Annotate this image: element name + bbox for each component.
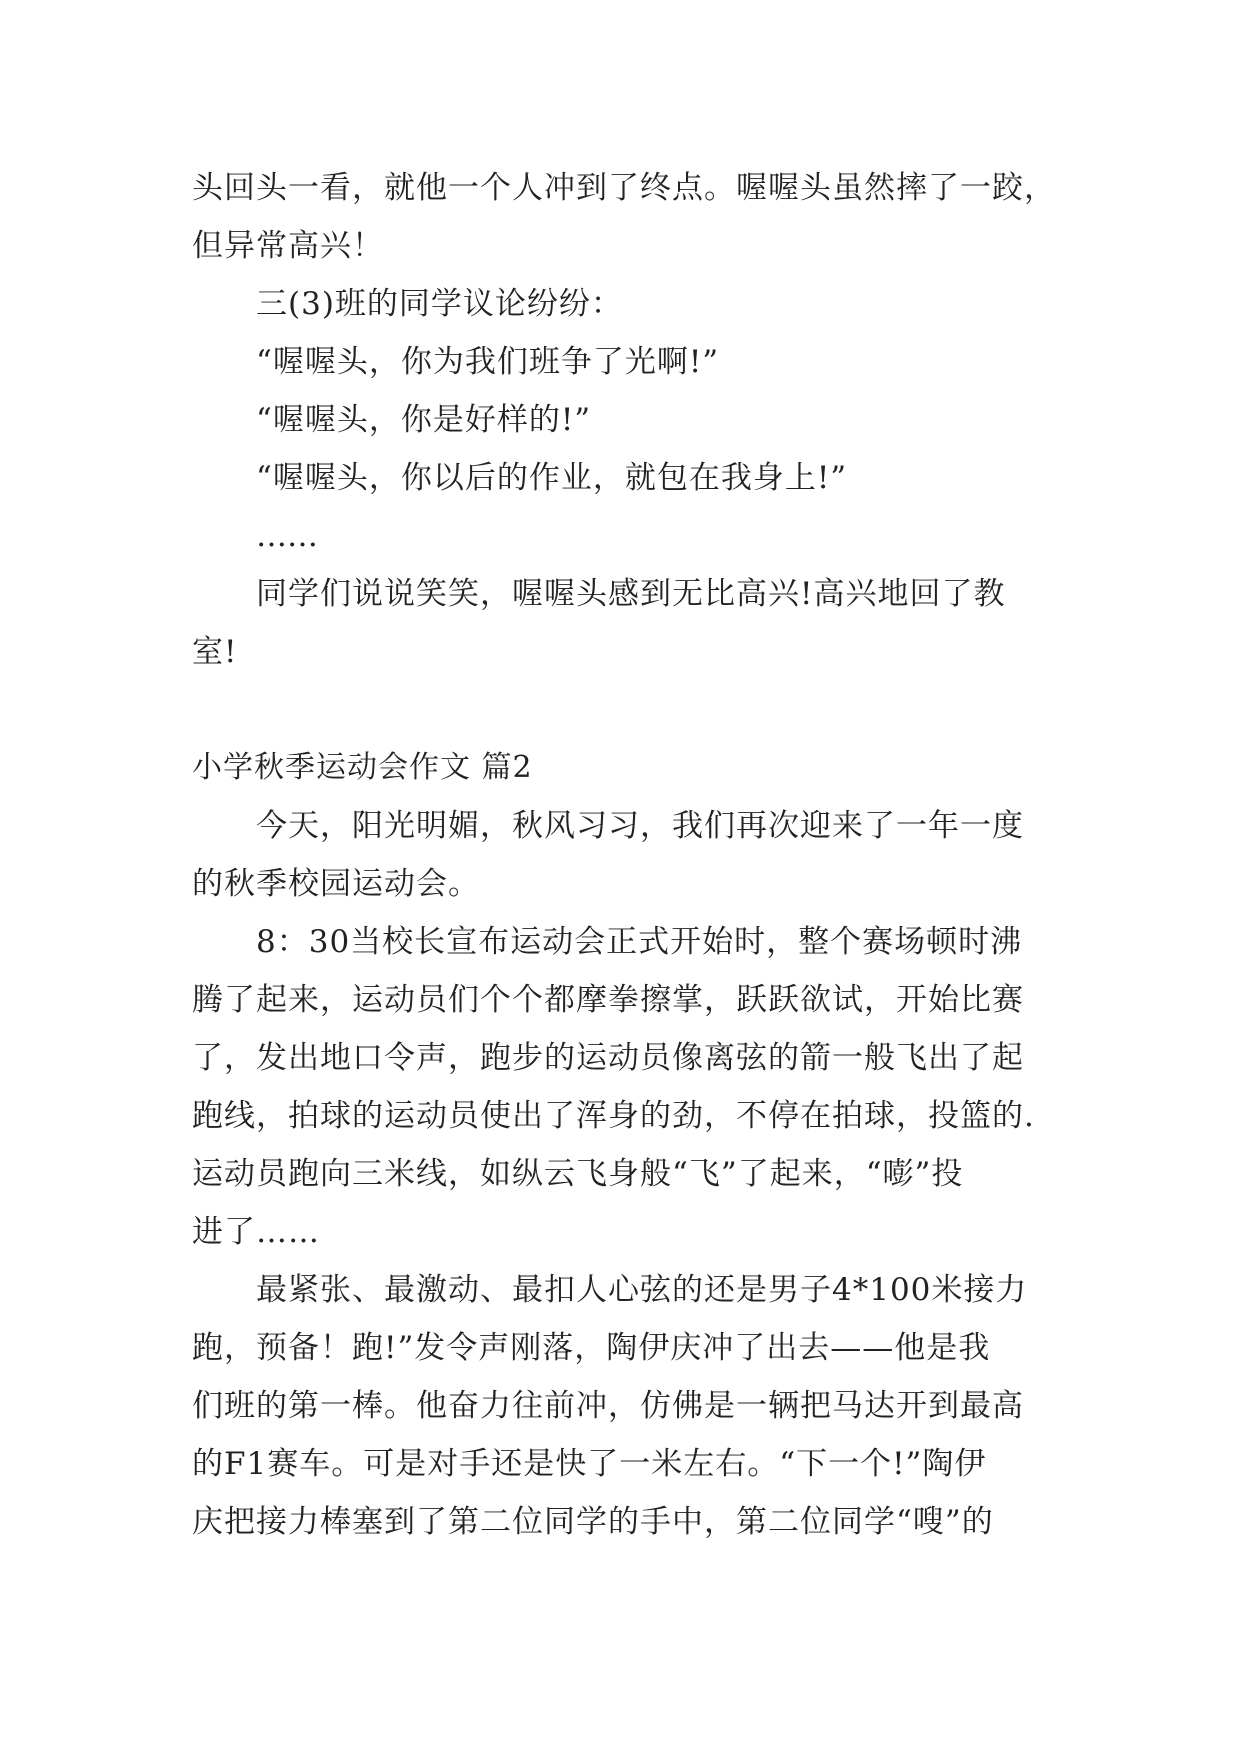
paragraph-line: 的F1赛车。可是对手还是快了一米左右。“下一个!”陶伊: [192, 1446, 987, 1482]
quote-line: “喔喔头，你是好样的!”: [256, 402, 592, 438]
paragraph-line: 了，发出地口令声，跑步的运动员像离弦的箭一般飞出了起: [192, 1040, 1024, 1076]
paragraph-line: 室!: [192, 634, 238, 670]
paragraph-line: 同学们说说笑笑，喔喔头感到无比高兴!高兴地回了教: [256, 576, 1006, 612]
paragraph-line: 头回头一看，就他一个人冲到了终点。喔喔头虽然摔了一跤，: [192, 170, 1056, 206]
paragraph-line: 今天，阳光明媚，秋风习习，我们再次迎来了一年一度: [256, 808, 1024, 844]
section-heading: 小学秋季运动会作文 篇2: [192, 750, 533, 785]
paragraph-line: 跑，预备！跑!”发令声刚落，陶伊庆冲了出去——他是我: [192, 1330, 991, 1366]
paragraph-line: 腾了起来，运动员们个个都摩拳擦掌，跃跃欲试，开始比赛: [192, 982, 1024, 1018]
paragraph-line: 进了……: [192, 1214, 320, 1250]
paragraph-line: 三(3)班的同学议论纷纷：: [256, 286, 623, 322]
paragraph-line: 最紧张、最激动、最扣人心弦的还是男子4*100米接力: [256, 1272, 1028, 1308]
paragraph-line: 但异常高兴！: [192, 228, 384, 264]
ellipsis-line: ……: [256, 518, 318, 554]
quote-line: “喔喔头，你为我们班争了光啊!”: [256, 344, 720, 380]
paragraph-line: 庆把接力棒塞到了第二位同学的手中，第二位同学“嗖”的: [192, 1504, 994, 1540]
paragraph-line: 们班的第一棒。他奋力往前冲，仿佛是一辆把马达开到最高: [192, 1388, 1024, 1424]
quote-line: “喔喔头，你以后的作业，就包在我身上!”: [256, 460, 848, 496]
paragraph-line: 运动员跑向三米线，如纵云飞身般“飞”了起来，“嘭”投: [192, 1156, 964, 1192]
paragraph-line: 跑线，拍球的运动员使出了浑身的劲，不停在拍球，投篮的.: [192, 1098, 1035, 1134]
paragraph-line: 的秋季校园运动会。: [192, 866, 480, 902]
paragraph-line: 8：30当校长宣布运动会正式开始时，整个赛场顿时沸: [256, 924, 1023, 960]
